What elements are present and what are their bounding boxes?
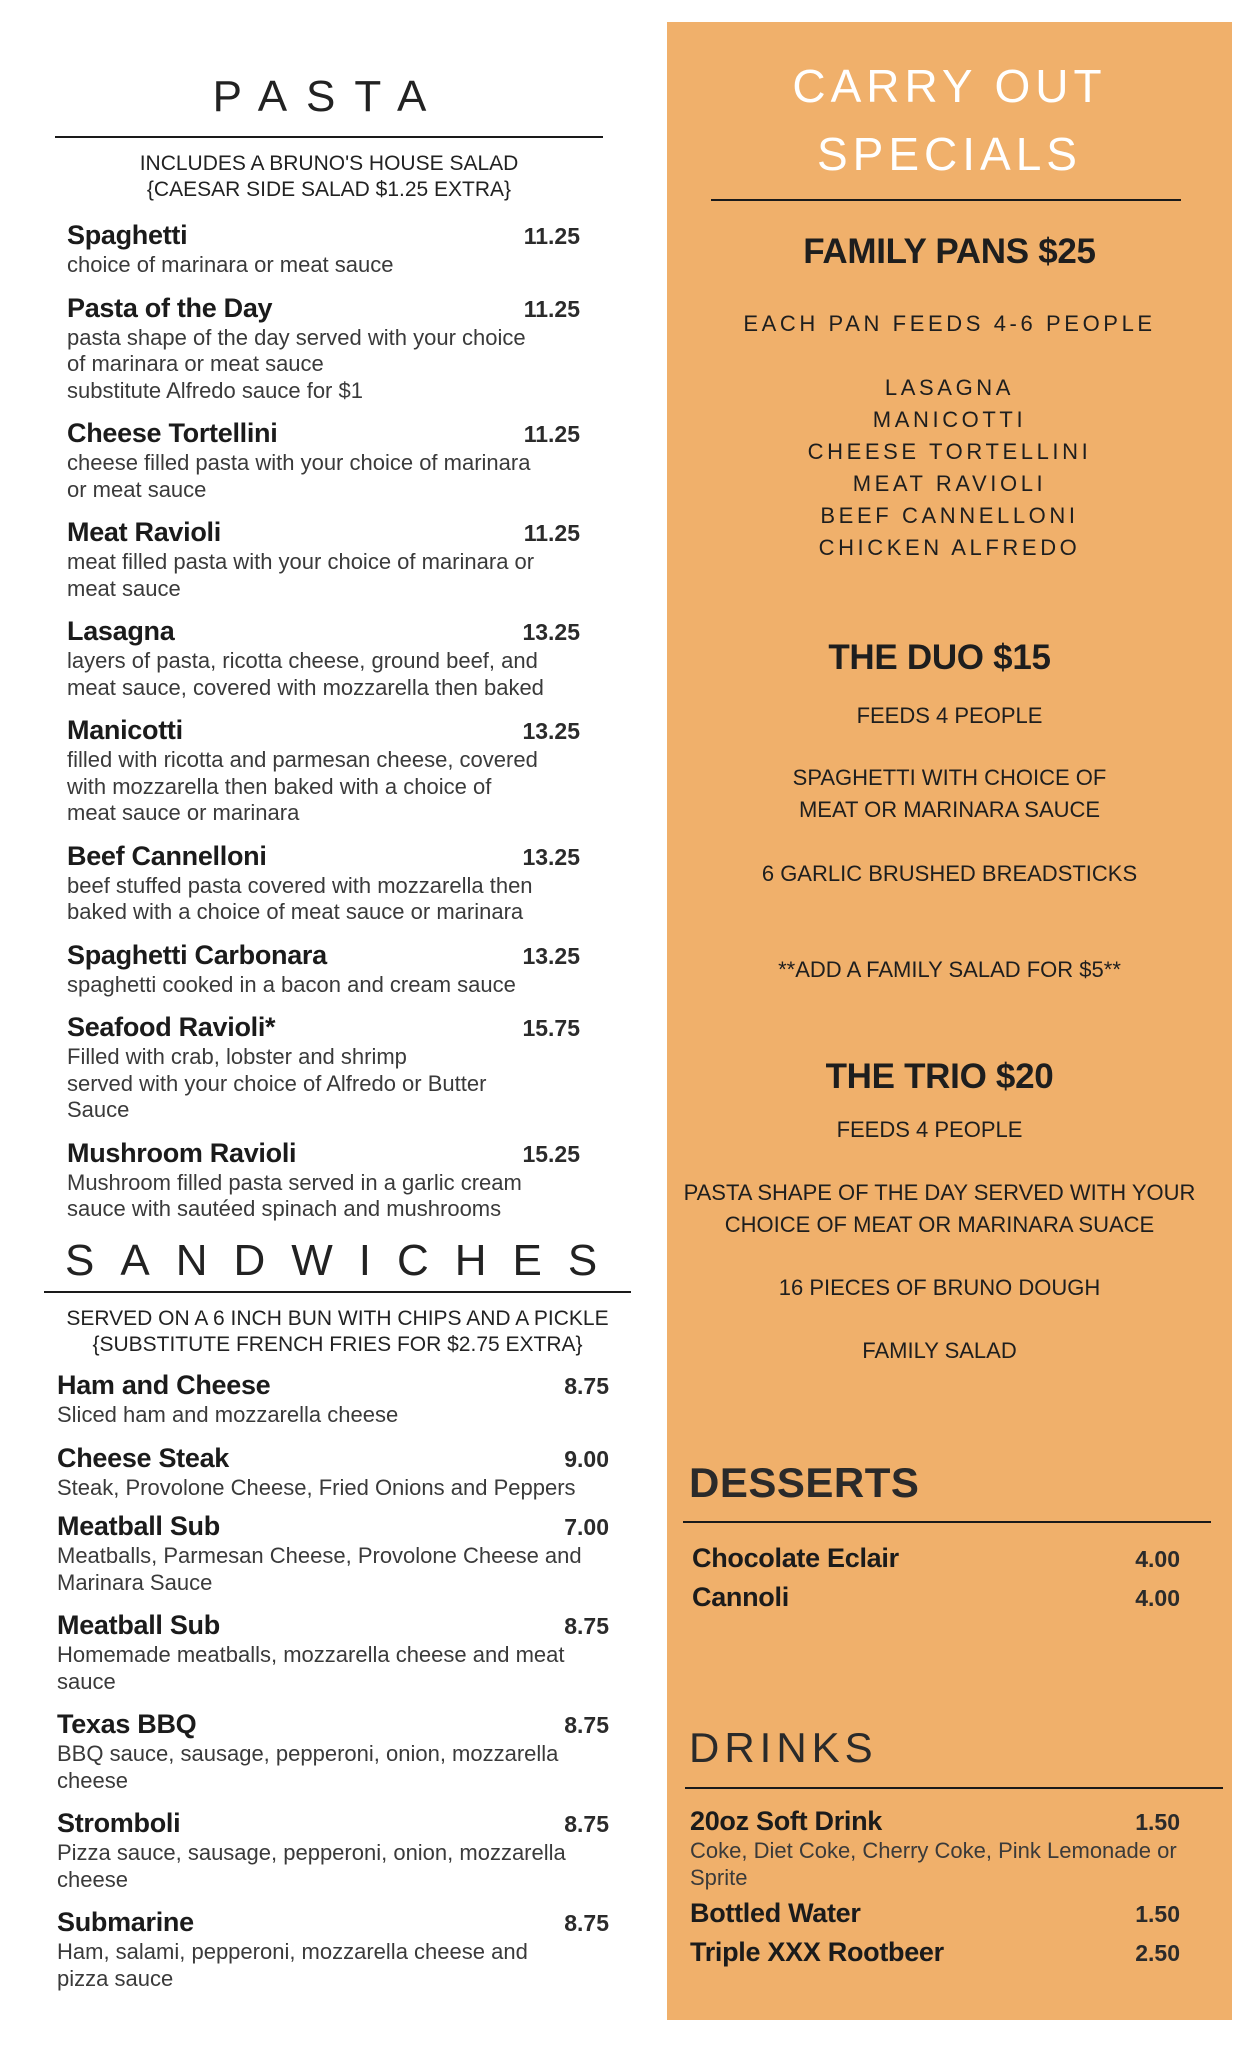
duo-description-line: MEAT OR MARINARA SAUCE — [798, 797, 1101, 822]
item-name: Stromboli — [57, 1808, 181, 1838]
pasta-note-line2: {CAESAR SIDE SALAD $1.25 EXTRA} — [146, 178, 512, 201]
family-pan-item: BEEF CANNELLONI — [820, 503, 1079, 528]
item-description-line: served with your choice of Alfredo or Butter — [67, 1070, 487, 1096]
item-description — [67, 549, 580, 602]
item-price: 15.25 — [522, 1140, 580, 1167]
carry-out-specials-panel — [667, 22, 1232, 2020]
item-name: Meatball Sub — [57, 1610, 220, 1640]
item-description — [57, 1402, 609, 1429]
menu-item — [57, 1906, 609, 1992]
drink-item-list — [690, 1805, 1180, 1969]
trio-dough: 16 PIECES OF BRUNO DOUGH — [778, 1275, 1101, 1300]
item-description — [57, 1642, 609, 1695]
item-description-line: layers of pasta, ricotta cheese, ground beef, and — [67, 648, 538, 673]
item-description-line: spaghetti cooked in a bacon and cream sauce — [67, 971, 516, 997]
trio-description — [657, 1177, 1222, 1241]
menu-item — [57, 1708, 609, 1794]
item-description-line: substitute Alfredo sauce for $1 — [67, 377, 363, 403]
item-price: 11.25 — [523, 223, 580, 249]
specials-divider — [711, 199, 1181, 201]
item-description-line: cheese — [57, 1866, 128, 1892]
item-description-line: Coke, Diet Coke, Cherry Coke, Pink Lemonade or — [690, 1838, 1177, 1863]
item-price: 11.25 — [523, 520, 580, 546]
item-price: 7.00 — [564, 1514, 609, 1540]
item-description-line: sauce — [57, 1668, 116, 1694]
item-description — [57, 1840, 609, 1893]
item-name: Chocolate Eclair — [692, 1543, 899, 1573]
item-description — [67, 648, 580, 701]
item-price: 1.50 — [1135, 1901, 1180, 1927]
item-description-line: meat sauce — [67, 575, 181, 601]
item-name: Cheese Tortellini — [67, 418, 278, 448]
menu-item — [57, 1510, 609, 1596]
menu-item — [67, 417, 580, 503]
item-description-line: cheese filled pasta with your choice of marinara — [67, 450, 531, 475]
family-pan-item: LASAGNA — [884, 375, 1015, 400]
duo-feeds: FEEDS 4 PEOPLE — [856, 703, 1043, 728]
item-price: 8.75 — [564, 1373, 609, 1399]
menu-item — [57, 1807, 609, 1893]
item-description-line: Sprite — [690, 1864, 748, 1890]
family-pan-item: MANICOTTI — [872, 407, 1027, 432]
family-pans-heading: FAMILY PANS $25 — [803, 232, 1096, 271]
item-name: Mushroom Ravioli — [67, 1137, 297, 1168]
item-description-line: pizza sauce — [57, 1965, 174, 1991]
item-price: 9.00 — [564, 1445, 609, 1472]
item-price: 8.75 — [564, 1712, 609, 1738]
item-description — [67, 252, 580, 279]
item-name: Triple XXX Rootbeer — [690, 1937, 944, 1967]
pasta-note — [55, 151, 603, 203]
item-price: 1.50 — [1135, 1809, 1180, 1835]
family-pan-item: CHICKEN ALFREDO — [818, 535, 1081, 560]
item-description-line: baked with a choice of meat sauce or marinara — [67, 899, 524, 924]
item-description-line: or meat sauce — [67, 476, 207, 502]
item-description-line: choice of marinara or meat sauce — [67, 252, 394, 277]
item-description-line: meat filled pasta with your choice of marinara or — [67, 549, 535, 574]
item-price: 2.50 — [1135, 1940, 1180, 1966]
item-name: Cheese Steak — [57, 1442, 230, 1473]
item-name: Bottled Water — [690, 1898, 861, 1928]
menu-item — [67, 714, 580, 827]
item-description — [690, 1838, 1180, 1891]
family-pan-item: MEAT RAVIOLI — [852, 471, 1047, 496]
sandwiches-note-line2: {SUBSTITUTE FRENCH FRIES FOR $2.75 EXTRA} — [92, 1333, 583, 1356]
item-description — [67, 450, 580, 503]
item-name: 20oz Soft Drink — [690, 1806, 883, 1836]
menu-item — [67, 615, 580, 701]
menu-item — [690, 1897, 1180, 1930]
menu-item — [67, 939, 580, 999]
item-price: 13.25 — [522, 843, 580, 870]
pasta-note-line1: INCLUDES A BRUNO'S HOUSE SALAD — [139, 152, 519, 175]
item-description — [67, 1170, 580, 1223]
menu-item — [57, 1609, 609, 1695]
item-price: 15.75 — [522, 1015, 580, 1041]
pasta-title-divider — [55, 136, 603, 138]
item-description-line: Homemade meatballs, mozzarella cheese and meat — [57, 1642, 565, 1667]
menu-item — [57, 1369, 609, 1429]
trio-feeds: FEEDS 4 PEOPLE — [836, 1117, 1023, 1142]
item-description — [67, 747, 580, 827]
trio-heading: THE TRIO $20 — [825, 1057, 1054, 1096]
carry-out-title-line1: CARRY OUT — [792, 60, 1107, 112]
item-name: Spaghetti — [67, 220, 188, 250]
menu-item — [692, 1542, 1180, 1575]
item-name: Lasagna — [67, 616, 175, 646]
menu-item — [67, 516, 580, 602]
item-name: Texas BBQ — [57, 1709, 197, 1739]
item-description-line: meat sauce or marinara — [67, 800, 300, 825]
menu-item — [690, 1936, 1180, 1969]
duo-breadsticks: 6 GARLIC BRUSHED BREADSTICKS — [761, 861, 1138, 886]
item-description-line: cheese — [57, 1767, 128, 1793]
menu-item — [57, 1442, 609, 1502]
menu-item — [690, 1805, 1180, 1891]
item-name: Seafood Ravioli* — [67, 1012, 276, 1042]
item-description-line: meat sauce, covered with mozzarella then baked — [67, 674, 544, 700]
item-price: 13.25 — [522, 619, 580, 645]
item-description-line: Sliced ham and mozzarella cheese — [57, 1402, 399, 1427]
sandwiches-section-title: SANDWICHES — [65, 1236, 624, 1285]
item-description-line: Meatballs, Parmesan Cheese, Provolone Cheese and — [57, 1543, 582, 1568]
item-description-line: filled with ricotta and parmesan cheese, covered — [67, 747, 538, 772]
item-description — [67, 873, 580, 926]
menu-item — [67, 1137, 580, 1223]
item-description-line: BBQ sauce, sausage, pepperoni, onion, mozzarella — [57, 1741, 559, 1766]
carry-out-title — [667, 52, 1232, 188]
drinks-title: DRINKS — [689, 1724, 878, 1771]
sandwiches-note-line1: SERVED ON A 6 INCH BUN WITH CHIPS AND A PICKLE — [66, 1307, 609, 1330]
item-description-line: pasta shape of the day served with your choice — [67, 324, 526, 350]
item-description-line: Pizza sauce, sausage, pepperoni, onion, mozzarella — [57, 1840, 566, 1865]
trio-description-line: CHOICE OF MEAT OR MARINARA SUACE — [724, 1212, 1155, 1237]
item-name: Beef Cannelloni — [67, 840, 267, 871]
carry-out-title-line2: SPECIALS — [817, 128, 1082, 180]
item-price: 4.00 — [1135, 1585, 1180, 1611]
menu-item — [67, 1011, 580, 1124]
item-name: Manicotti — [67, 715, 183, 745]
item-description-line: sauce with sautéed spinach and mushrooms — [67, 1196, 502, 1221]
item-price: 4.00 — [1135, 1546, 1180, 1572]
desserts-divider — [683, 1521, 1211, 1523]
drinks-divider — [685, 1787, 1223, 1789]
item-description — [57, 1741, 609, 1794]
item-description — [67, 1044, 580, 1124]
item-description — [57, 1543, 609, 1596]
duo-description-line: SPAGHETTI WITH CHOICE OF — [792, 765, 1107, 790]
item-name: Submarine — [57, 1907, 194, 1937]
item-description-line: Steak, Provolone Cheese, Fried Onions and Peppers — [57, 1474, 576, 1500]
item-name: Cannoli — [692, 1582, 789, 1612]
item-name: Ham and Cheese — [57, 1370, 271, 1400]
item-price: 11.25 — [523, 295, 580, 322]
item-price: 8.75 — [564, 1910, 609, 1936]
item-name: Meat Ravioli — [67, 517, 221, 547]
sandwiches-note — [44, 1306, 631, 1358]
item-description-line: Mushroom filled pasta served in a garlic cream — [67, 1169, 522, 1195]
trio-description-line: PASTA SHAPE OF THE DAY SERVED WITH YOUR — [683, 1180, 1196, 1205]
family-pans-list — [667, 372, 1232, 564]
item-description — [67, 972, 580, 999]
menu-item — [67, 292, 580, 405]
desserts-title: DESSERTS — [689, 1459, 920, 1506]
item-price: 13.25 — [522, 718, 580, 744]
item-price: 8.75 — [564, 1811, 609, 1837]
pasta-item-list — [67, 219, 580, 1223]
item-description-line: of marinara or meat sauce — [67, 351, 324, 376]
item-name: Spaghetti Carbonara — [67, 939, 327, 970]
dessert-item-list — [692, 1542, 1180, 1614]
menu-item — [692, 1581, 1180, 1614]
sandwiches-title-divider — [44, 1291, 631, 1293]
item-description-line: Marinara Sauce — [57, 1569, 213, 1595]
item-description — [67, 325, 580, 405]
item-price: 8.75 — [564, 1613, 609, 1639]
family-pan-item: CHEESE TORTELLINI — [807, 439, 1092, 464]
item-price: 11.25 — [523, 421, 580, 447]
item-description-line: with mozzarella then baked with a choice of — [67, 773, 492, 799]
duo-addon: **ADD A FAMILY SALAD FOR $5** — [778, 957, 1121, 982]
sandwich-item-list — [57, 1369, 609, 1992]
item-description — [57, 1475, 609, 1502]
trio-salad: FAMILY SALAD — [862, 1338, 1017, 1363]
item-price: 13.25 — [522, 942, 580, 969]
item-description — [57, 1939, 609, 1992]
menu-item — [67, 219, 580, 279]
item-description-line: Sauce — [67, 1097, 130, 1122]
pasta-section-title: PASTA — [212, 72, 446, 121]
item-name: Pasta of the Day — [67, 292, 273, 323]
item-description-line: beef stuffed pasta covered with mozzarella then — [67, 872, 533, 898]
item-name: Meatball Sub — [57, 1511, 220, 1541]
duo-heading: THE DUO $15 — [828, 638, 1051, 677]
family-pans-subtitle: EACH PAN FEEDS 4-6 PEOPLE — [743, 311, 1156, 336]
duo-description — [667, 762, 1232, 826]
item-description-line: Ham, salami, pepperoni, mozzarella cheese and — [57, 1939, 528, 1964]
item-description-line: Filled with crab, lobster and shrimp — [67, 1044, 407, 1069]
menu-item — [67, 840, 580, 926]
